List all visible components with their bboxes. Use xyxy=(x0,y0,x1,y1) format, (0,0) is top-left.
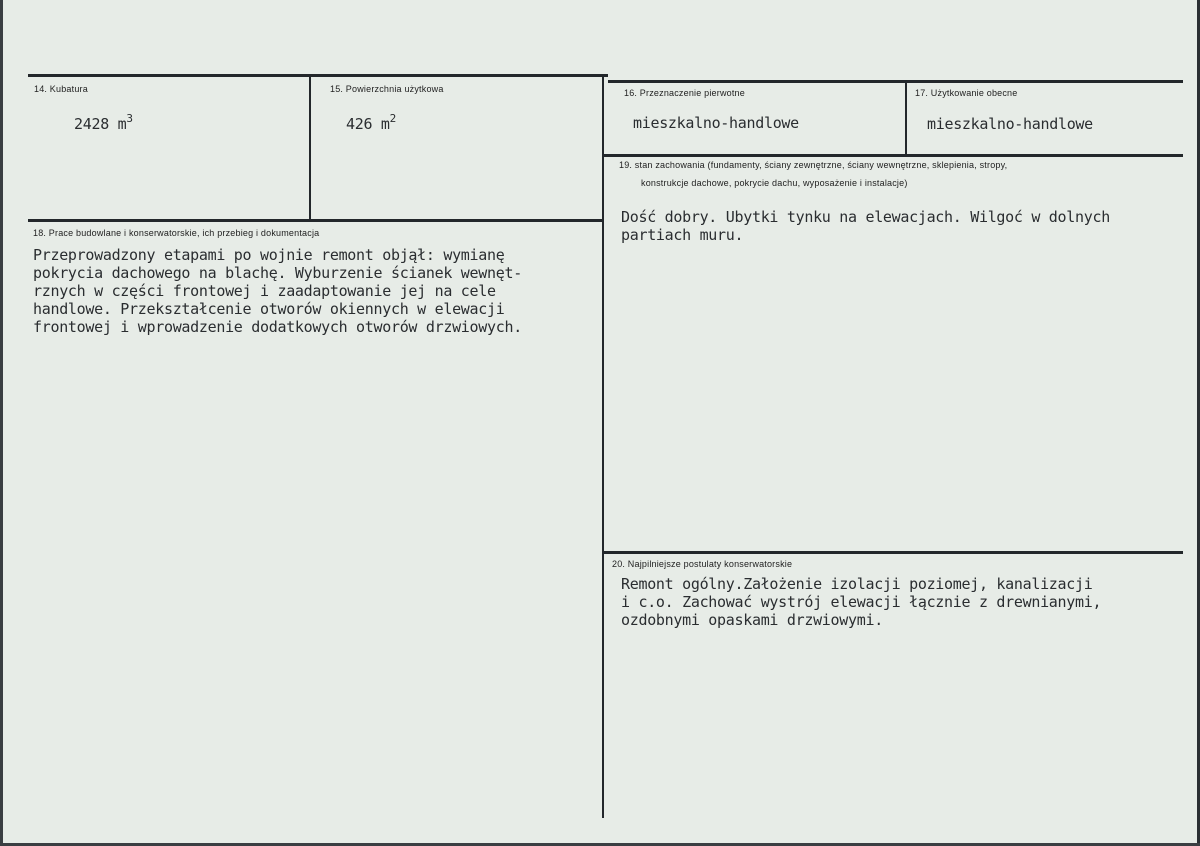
rule-above-19 xyxy=(604,154,1183,157)
field-14-label: 14. Kubatura xyxy=(34,84,88,94)
field-20-line: ozdobnymi opaskami drzwiowymi. xyxy=(621,611,883,629)
divider-14-15 xyxy=(309,75,311,221)
field-17-label: 17. Użytkowanie obecne xyxy=(915,88,1018,98)
field-15-value xyxy=(346,110,396,133)
field-20-text xyxy=(621,575,1101,629)
card-left-edge xyxy=(0,0,3,846)
rule-top-right xyxy=(608,80,1183,83)
field-18-line: Przeprowadzony etapami po wojnie remont objął: wymianę xyxy=(33,246,505,264)
field-15-exponent: 2 xyxy=(389,112,396,125)
field-15-label: 15. Powierzchnia użytkowa xyxy=(330,84,444,94)
field-18-line: frontowej i wprowadzenie dodatkowych otworów drzwiowych. xyxy=(33,318,522,336)
field-20-label: 20. Najpilniejsze postulaty konserwatorskie xyxy=(612,559,793,569)
field-14-value xyxy=(74,110,133,133)
field-14-exponent: 3 xyxy=(126,112,133,125)
field-18-text xyxy=(33,246,522,336)
field-17-value: mieszkalno-handlowe xyxy=(927,115,1093,133)
field-19-label-line2: konstrukcje dachowe, pokrycie dachu, wyposażenie i instalacje) xyxy=(641,178,908,188)
field-19-line: Dość dobry. Ubytki tynku na elewacjach. Wilgoć w dolnych xyxy=(621,208,1110,226)
rule-above-20 xyxy=(604,551,1183,554)
field-18-line: pokrycia dachowego na blachę. Wyburzenie ścianek wewnęt- xyxy=(33,264,522,282)
field-18-line: handlowe. Przekształcenie otworów okiennych w elewacji xyxy=(33,300,505,318)
field-14-number: 2428 m xyxy=(74,115,127,133)
rule-top-left xyxy=(28,74,608,77)
field-19-line: partiach muru. xyxy=(621,226,744,244)
field-20-line: i c.o. Zachować wystrój elewacji łącznie z drewnianymi, xyxy=(621,593,1102,611)
field-19-label-line1: 19. stan zachowania (fundamenty, ściany zewnętrzne, ściany wewnętrzne, sklepienia, stropy, xyxy=(619,160,1008,170)
field-16-value: mieszkalno-handlowe xyxy=(633,114,799,132)
divider-16-17 xyxy=(905,81,907,155)
field-19-text xyxy=(621,208,1110,244)
field-15-number: 426 m xyxy=(346,115,390,133)
rule-above-18 xyxy=(28,219,603,222)
field-18-line: rznych w części frontowej i zaadaptowanie jej na cele xyxy=(33,282,496,300)
field-20-line: Remont ogólny.Założenie izolacji poziomej, kanalizacji xyxy=(621,575,1093,593)
field-18-label: 18. Prace budowlane i konserwatorskie, ich przebieg i dokumentacja xyxy=(33,228,320,238)
divider-main xyxy=(602,75,604,818)
field-16-label: 16. Przeznaczenie pierwotne xyxy=(624,88,745,98)
